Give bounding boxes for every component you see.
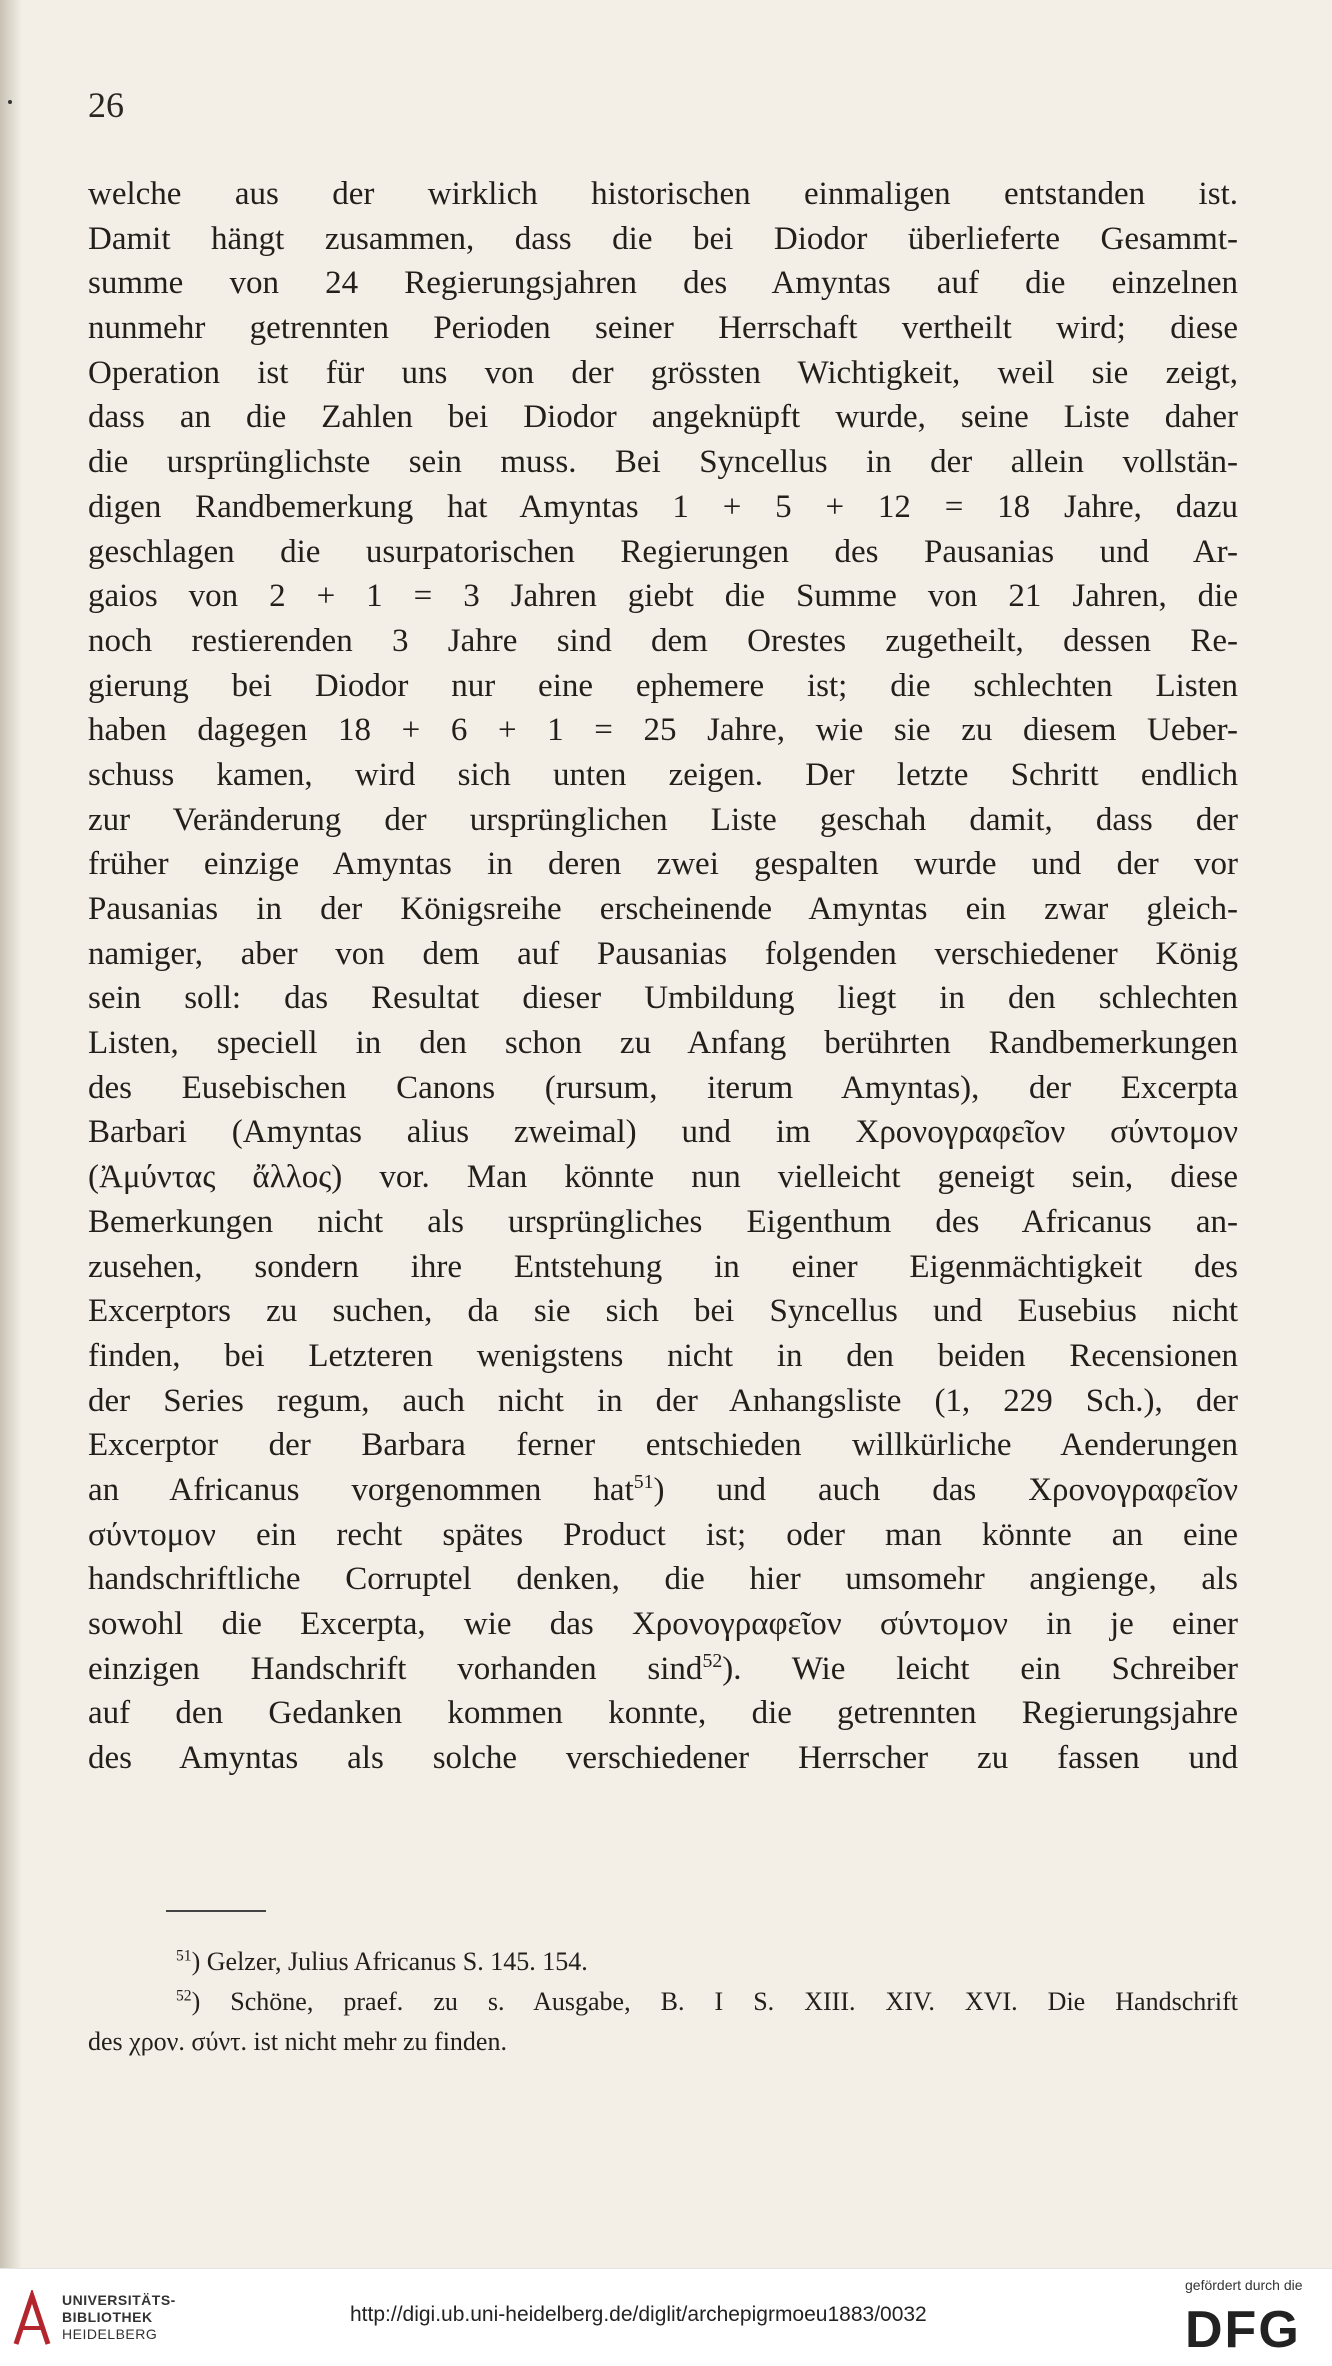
text-line: dass an die Zahlen bei Diodor angeknüpft wurde, seine Liste daher [88, 399, 1238, 436]
footnote-51: $^{51}$) Gelzer, Julius Africanus S. 145. 154. [176, 1947, 588, 1976]
footnote-rule [166, 1910, 266, 1912]
text-line: gaios von 2 + 1 = 3 Jahren giebt die Summe von 21 Jahren, die [88, 578, 1238, 615]
text-line: Excerptors zu suchen, da sie sich bei Syncellus und Eusebius nicht [88, 1293, 1238, 1330]
body-text [88, 172, 1238, 1781]
text-line: handschriftliche Corruptel denken, die hier umsomehr angienge, als [88, 1561, 1238, 1598]
footnotes [88, 1942, 1238, 2062]
text-line: des Amyntas als solche verschiedener Herrscher zu fassen und [88, 1740, 1238, 1777]
text-line: digen Randbemerkung hat Amyntas 1 + 5 + 12 = 18 Jahre, dazu [88, 488, 1238, 525]
text-line: Excerptor der Barbara ferner entschieden willkürliche Aenderungen [88, 1427, 1238, 1464]
footnote-52-continued: des χρον. σύντ. ist nicht mehr zu finden. [88, 2027, 507, 2056]
text-line: welche aus der wirklich historischen einmaligen entstanden ist. [88, 176, 1238, 212]
footnote-marker-52: 52 [176, 1987, 192, 2005]
text-line: zur Veränderung der ursprünglichen Liste geschah damit, dass der [88, 801, 1238, 838]
permalink-url[interactable]: http://digi.ub.uni-heidelberg.de/diglit/archepigrmoeu1883/0032 [350, 2303, 927, 2326]
margin-mark [8, 100, 12, 104]
text-line: finden, bei Letzteren wenigstens nicht in den beiden Recensionen [88, 1337, 1238, 1374]
text-line: Bemerkungen nicht als ursprüngliches Eigenthum des Africanus an- [88, 1203, 1238, 1240]
university-logo-icon [12, 2290, 52, 2348]
footnote-ref-52[interactable]: 52 [702, 1649, 723, 1672]
text-line: Operation ist für uns von der grössten Wichtigkeit, weil sie zeigt, [88, 354, 1238, 391]
funded-by-label: gefördert durch die [1185, 2277, 1303, 2293]
text-line: sein soll: das Resultat dieser Umbildung liegt in den schlechten [88, 980, 1238, 1017]
text-line: früher einzige Amyntas in deren zwei gespalten wurde und der vor [88, 846, 1238, 883]
text-line: haben dagegen 18 + 6 + 1 = 25 Jahre, wie sie zu diesem Ueber- [88, 712, 1238, 749]
text-line: schuss kamen, wird sich unten zeigen. Der letzte Schritt endlich [88, 756, 1238, 793]
text-line-with-footnote-ref: an Africanus vorgenommen hat$^{51}$) und auch das Χρονογραφεῖον [88, 1470, 1238, 1508]
text-line: Barbari (Amyntas alius zweimal) und im Χρονογραφεῖον σύντομον [88, 1114, 1238, 1151]
text-line: der Series regum, auch nicht in der Anhangsliste (1, 229 Sch.), der [88, 1382, 1238, 1419]
page-number: 26 [88, 85, 124, 125]
footnote-marker-51: 51 [176, 1947, 192, 1965]
text-line: zusehen, sondern ihre Entstehung in einer Eigenmächtigkeit des [88, 1248, 1238, 1285]
text-line: namiger, aber von dem auf Pausanias folgenden verschiedener König [88, 935, 1238, 972]
page-edge-shadow [0, 0, 22, 2268]
text-line: σύντομον ein recht spätes Product ist; oder man könnte an eine [88, 1516, 1238, 1553]
text-line: summe von 24 Regierungsjahren des Amyntas auf die einzelnen [88, 265, 1238, 302]
text-line: gierung bei Diodor nur eine ephemere ist; die schlechten Listen [88, 667, 1238, 704]
text-line: Damit hängt zusammen, dass die bei Diodor überlieferte Gesammt- [88, 220, 1238, 257]
footnote-52: $^{52}$) Schöne, praef. zu s. Ausgabe, B. I S. XIII. XIV. XVI. Die Handschrift [176, 1987, 1238, 2016]
text-line: (Ἀμύντας ἄλλος) vor. Man könnte nun vielleicht geneigt sein, diese [88, 1159, 1238, 1196]
text-line: geschlagen die usurpatorischen Regierungen des Pausanias und Ar- [88, 533, 1238, 570]
text-line: sowohl die Excerpta, wie das Χρονογραφεῖον σύντομον in je einer [88, 1606, 1238, 1642]
text-line: nunmehr getrennten Perioden seiner Herrschaft vertheilt wird; diese [88, 310, 1238, 347]
university-name: UNIVERSITÄTS- BIBLIOTHEK HEIDELBERG [62, 2292, 176, 2342]
footnote-ref-51[interactable]: 51 [633, 1470, 654, 1493]
text-line: des Eusebischen Canons (rursum, iterum Amyntas), der Excerpta [88, 1069, 1238, 1106]
text-line: noch restierenden 3 Jahre sind dem Orestes zugetheilt, dessen Re- [88, 622, 1238, 659]
dfg-logo: DFG [1185, 2301, 1301, 2359]
text-line: die ursprünglichste sein muss. Bei Syncellus in der allein vollstän- [88, 444, 1238, 481]
text-line: auf den Gedanken kommen konnte, die getrennten Regierungsjahre [88, 1695, 1238, 1732]
text-line: Listen, speciell in den schon zu Anfang berührten Randbemerkungen [88, 1025, 1238, 1062]
text-line: Pausanias in der Königsreihe erscheinende Amyntas ein zwar gleich- [88, 891, 1238, 927]
text-line-with-footnote-ref: einzigen Handschrift vorhanden sind$^{52}$). Wie leicht ein Schreiber [88, 1649, 1238, 1687]
